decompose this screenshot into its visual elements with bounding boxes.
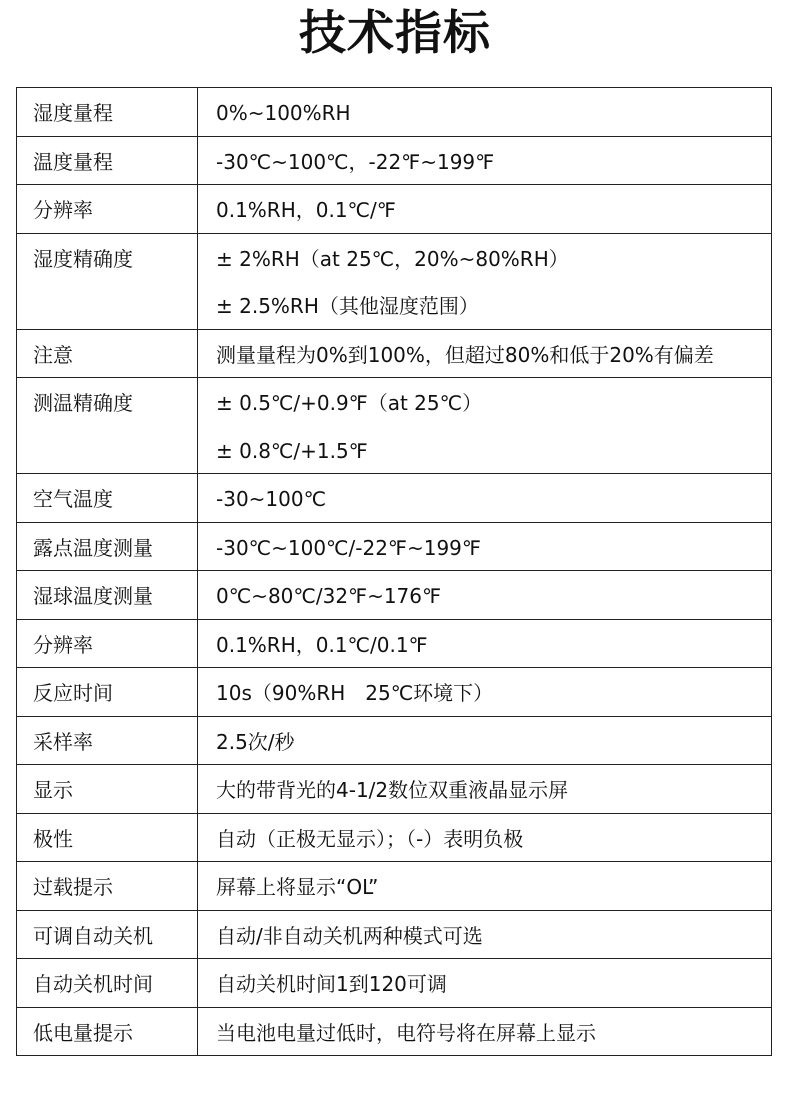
table-row <box>17 910 772 959</box>
row-value: ± 2.5%RH（其他湿度范围） <box>216 294 479 318</box>
row-label: 极性 <box>33 826 73 851</box>
row-value: 自动/非自动关机两种模式可选 <box>216 923 483 948</box>
row-value-cell <box>198 88 772 137</box>
row-value-cell <box>198 765 772 814</box>
row-label: 湿球温度测量 <box>33 584 153 608</box>
row-value-cell <box>198 813 772 862</box>
row-label: 湿度量程 <box>33 101 113 125</box>
table-row <box>17 619 772 668</box>
row-value-cell <box>198 571 772 620</box>
row-value: 自动（正极无显示）；（-）表明负极 <box>216 826 524 851</box>
row-label: 湿度精确度 <box>33 246 133 271</box>
table-row <box>17 765 772 814</box>
row-value: 0.1%RH，0.1℃/0.1℉ <box>216 632 428 657</box>
row-value-cell <box>198 136 772 185</box>
row-value: -30℃~100℃，-22℉~199℉ <box>216 149 495 174</box>
row-label-cell <box>17 813 198 862</box>
table-row <box>17 571 772 620</box>
row-value-cell <box>198 910 772 959</box>
row-label: 显示 <box>33 778 73 802</box>
row-value: 自动关机时间1到120可调 <box>216 972 447 996</box>
table-row <box>17 668 772 717</box>
table-row <box>17 522 772 571</box>
row-value: ± 2%RH（at 25℃，20%~80%RH） <box>216 246 569 271</box>
row-label: 自动关机时间 <box>33 972 153 996</box>
row-value: -30~100℃ <box>216 487 327 511</box>
row-value: ± 0.5℃/+0.9℉（at 25℃） <box>216 391 483 415</box>
row-value: 10s（90%RH 25℃环境下） <box>216 681 494 705</box>
row-label: 注意 <box>33 342 73 367</box>
row-value-cell <box>198 959 772 1008</box>
row-label: 分辨率 <box>33 198 93 222</box>
row-value-cell <box>198 522 772 571</box>
row-label-cell <box>17 185 198 234</box>
spec-table <box>16 87 772 1056</box>
table-row <box>17 1007 772 1056</box>
row-label-cell <box>17 619 198 668</box>
row-label-cell <box>17 571 198 620</box>
row-label: 空气温度 <box>33 487 113 511</box>
row-label-cell <box>17 716 198 765</box>
row-label: 反应时间 <box>33 681 113 705</box>
table-row <box>17 233 772 329</box>
row-value: -30℃~100℃/-22℉~199℉ <box>216 535 481 560</box>
row-value-cell <box>198 185 772 234</box>
table-row <box>17 329 772 378</box>
table-row <box>17 136 772 185</box>
table-row <box>17 862 772 911</box>
row-value: ± 0.8℃/+1.5℉ <box>216 438 368 463</box>
row-value-cell <box>198 474 772 523</box>
row-value: 屏幕上将显示“OL” <box>216 875 379 899</box>
row-value-cell <box>198 329 772 378</box>
row-value-cell <box>198 233 772 329</box>
row-value-cell <box>198 862 772 911</box>
row-value-cell <box>198 1007 772 1056</box>
row-label-cell <box>17 136 198 185</box>
row-value-cell <box>198 716 772 765</box>
row-label-cell <box>17 474 198 523</box>
row-label-cell <box>17 329 198 378</box>
row-label: 分辨率 <box>33 632 93 657</box>
row-value: 测量量程为0%到100%，但超过80%和低于20%有偏差 <box>216 342 714 367</box>
row-label-cell <box>17 233 198 329</box>
row-label: 温度量程 <box>33 149 113 174</box>
row-label-cell <box>17 378 198 474</box>
row-label: 可调自动关机 <box>33 923 153 948</box>
row-label: 低电量提示 <box>33 1020 133 1045</box>
table-row <box>17 716 772 765</box>
row-label-cell <box>17 522 198 571</box>
row-label-cell <box>17 668 198 717</box>
table-row <box>17 185 772 234</box>
row-label-cell <box>17 910 198 959</box>
row-value: 2.5次/秒 <box>216 729 295 754</box>
row-value: 0℃~80℃/32℉~176℉ <box>216 584 442 608</box>
table-row <box>17 959 772 1008</box>
row-label-cell <box>17 1007 198 1056</box>
row-label-cell <box>17 862 198 911</box>
row-value: 0.1%RH，0.1℃/℉ <box>216 198 396 222</box>
row-value-cell <box>198 619 772 668</box>
row-value: 当电池电量过低时，电符号将在屏幕上显示 <box>216 1020 596 1045</box>
row-label: 采样率 <box>33 729 93 754</box>
row-label-cell <box>17 959 198 1008</box>
row-label-cell <box>17 765 198 814</box>
page-title: 技术指标 <box>299 6 491 61</box>
row-value: 大的带背光的4-1/2数位双重液晶显示屏 <box>216 778 569 802</box>
row-value: 0%~100%RH <box>216 101 351 125</box>
row-label-cell <box>17 88 198 137</box>
row-value-cell <box>198 668 772 717</box>
table-row <box>17 813 772 862</box>
row-label: 过载提示 <box>33 875 113 899</box>
row-value-cell <box>198 378 772 474</box>
table-row <box>17 378 772 474</box>
row-label: 测温精确度 <box>33 391 133 415</box>
table-row <box>17 88 772 137</box>
row-label: 露点温度测量 <box>33 535 153 560</box>
table-row <box>17 474 772 523</box>
